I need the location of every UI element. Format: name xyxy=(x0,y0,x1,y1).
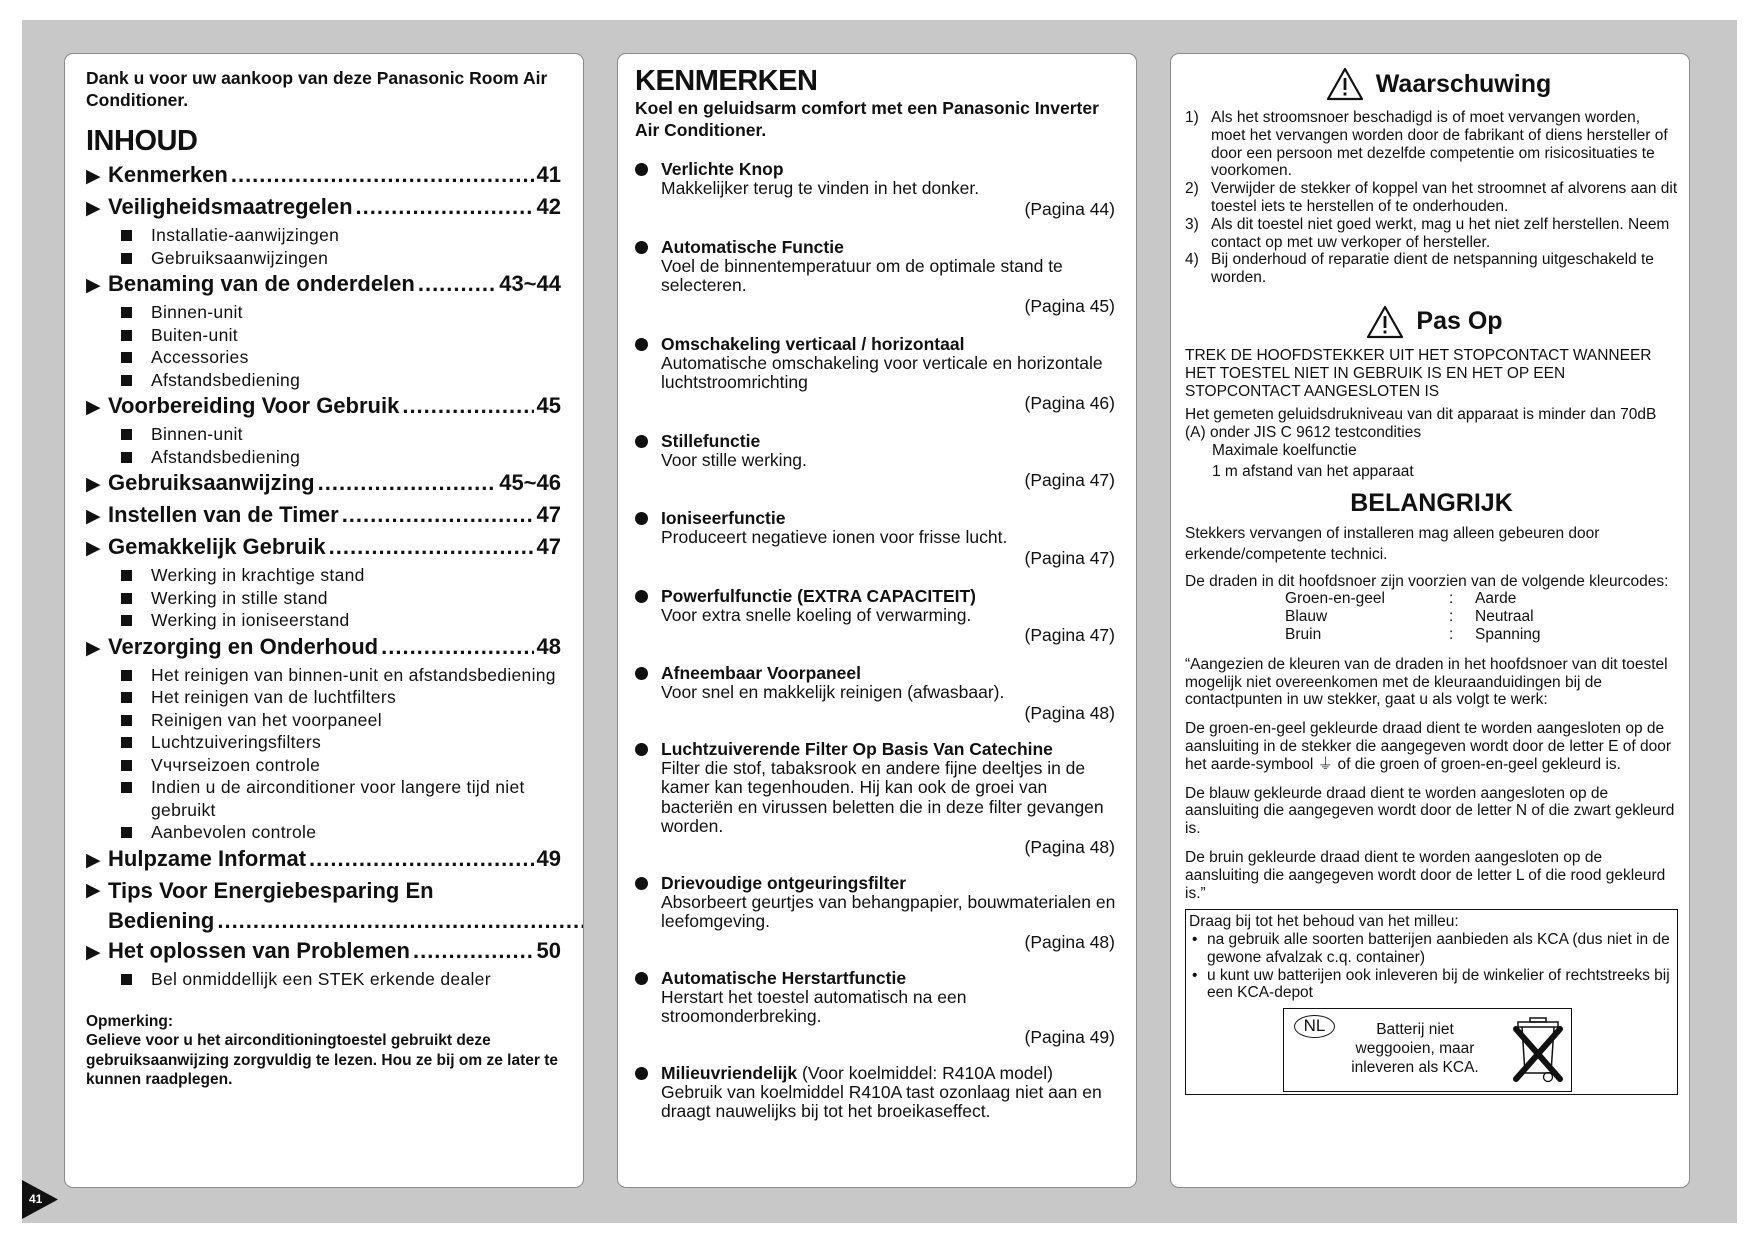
toc-entry-label: Tips Voor Energiebesparing En xyxy=(108,877,434,903)
warning-item xyxy=(1185,109,1678,180)
feature-page-ref: (Pagina 44) xyxy=(1024,198,1115,219)
toc-entry xyxy=(86,632,561,664)
square-bullet-icon xyxy=(120,776,140,796)
toc-entry xyxy=(86,532,561,564)
caution-header xyxy=(1185,305,1678,339)
toc-subentry-label: Het reinigen van de luchtfilters xyxy=(151,687,397,707)
feature-page-ref: (Pagina 48) xyxy=(1024,836,1115,857)
feature-item xyxy=(635,663,1118,723)
feature-page-ref: (Pagina 48) xyxy=(1024,702,1115,723)
feature-description: Automatische omschakeling voor verticale en horizontale luchtstroomrichting xyxy=(661,352,1103,392)
feature-description: Voor extra snelle koeling of verwarming. xyxy=(661,604,972,625)
toc-entry-page: 48 xyxy=(536,633,561,659)
wire-code-sep: : xyxy=(1449,625,1454,643)
square-bullet-icon xyxy=(120,968,140,988)
toc-subentry-label: Het reinigen van binnen-unit en afstandsbediening xyxy=(151,664,556,685)
green-wire-text: De groen-en-geel gekleurde draad dient te worden aangesloten op de aansluiting in de stekker die aangegeven wordt door de letter E of door het aarde-symbool ⏚ of die groen of groen-en-geel gekleurd is. xyxy=(1185,720,1671,773)
contents-panel xyxy=(64,53,584,1188)
battery-text: Batterij niet weggooien, maar inleveren als KCA. xyxy=(1351,1021,1479,1077)
feature-description: Herstart het toestel automatisch na een stroomonderbreking. xyxy=(661,986,967,1026)
wire-color-codes xyxy=(1285,590,1678,643)
page-number-marker xyxy=(22,1180,58,1219)
toc-subentry-label: Bel onmiddellijk een STEK erkende dealer xyxy=(151,968,491,989)
brown-wire-text: De bruin gekleurde draad dient te worden aangesloten op de aansluiting die aangegeven wordt door de letter L of die rood gekleurd is.” xyxy=(1185,848,1666,902)
toc-leader xyxy=(418,269,496,299)
wire-code-color: Blauw xyxy=(1285,608,1328,626)
toc-entry-page: 50 xyxy=(536,937,561,963)
toc-arrow-icon: ▶ xyxy=(86,397,101,418)
toc-arrow-icon: ▶ xyxy=(86,166,101,187)
important-text: Stekkers vervangen of installeren mag alleen gebeuren door erkende/competente technici. xyxy=(1185,524,1600,563)
nl-mark: NL xyxy=(1294,1015,1335,1038)
toc-entry-label: Benaming van de onderdelen xyxy=(108,271,415,296)
battery-notice xyxy=(1283,1008,1572,1092)
feature-item xyxy=(635,334,1118,413)
feature-item xyxy=(635,1063,1118,1122)
feature-heading: Powerfulfunctie (EXTRA CAPACITEIT) xyxy=(661,585,976,606)
square-bullet-icon xyxy=(120,346,140,366)
square-bullet-icon xyxy=(120,324,140,344)
feature-description: Absorbeert geurtjes van behangpapier, bouwmaterialen en leefomgeving. xyxy=(661,891,1116,931)
caution-title: Pas Op xyxy=(1416,307,1503,336)
toc-entry xyxy=(86,391,561,423)
toc-entry-label: Voorbereiding Voor Gebruik xyxy=(108,393,400,418)
toc-subentry xyxy=(86,686,561,709)
wire-code-sep: : xyxy=(1449,590,1454,608)
toc-subentry xyxy=(86,224,561,247)
toc-subentry xyxy=(86,709,561,732)
toc-arrow-icon: ▶ xyxy=(86,538,101,559)
feature-heading: Automatische Functie xyxy=(661,236,844,257)
feature-item xyxy=(635,739,1118,857)
toc-arrow-icon: ▶ xyxy=(86,879,101,901)
toc-entry-label: Gebruiksaanwijzing xyxy=(108,470,315,495)
toc-entry xyxy=(86,936,561,968)
toc-entry-page: 41 xyxy=(536,162,561,187)
toc-entry-label: Instellen van de Timer xyxy=(108,502,339,527)
warning-text: Als het stroomsnoer beschadigd is of moet vervangen worden, moet het vervangen worden door de fabrikant of diens hersteller of door een persoon met dezelfde competentie om risicosituaties te voorkomen. xyxy=(1211,109,1668,180)
toc-subentry-label: Werking in krachtige stand xyxy=(151,565,365,585)
warning-item xyxy=(1185,180,1678,216)
square-bullet-icon xyxy=(120,247,140,267)
bullet-icon xyxy=(635,159,661,179)
toc-arrow-icon: ▶ xyxy=(86,941,101,963)
feature-item xyxy=(635,873,1118,952)
toc-leader xyxy=(231,160,534,190)
toc-subentry xyxy=(86,609,561,632)
toc-subentry xyxy=(86,247,561,270)
square-bullet-icon xyxy=(120,446,140,466)
wire-code-meaning: Spanning xyxy=(1475,625,1541,643)
toc-arrow-icon: ▶ xyxy=(86,198,101,219)
crossed-bin-icon xyxy=(1512,1013,1564,1087)
feature-page-ref: (Pagina 45) xyxy=(1024,295,1115,316)
bullet-icon: • xyxy=(1192,966,1198,984)
square-bullet-icon xyxy=(120,686,140,706)
wire-code-color: Groen-en-geel xyxy=(1285,590,1385,608)
toc-entry-label-2: Bediening xyxy=(108,907,215,933)
warning-text: Als dit toestel niet goed werkt, mag u het niet zelf herstellen. Neem contact op met uw verkoper of hersteller. xyxy=(1211,215,1670,251)
bullet-icon xyxy=(635,1063,661,1083)
warning-list xyxy=(1185,109,1678,287)
features-panel xyxy=(617,53,1137,1188)
toc-subentry-label: Werking in stille stand xyxy=(151,587,328,608)
feature-item xyxy=(635,159,1118,219)
toc-leader xyxy=(381,632,533,662)
square-bullet-icon xyxy=(120,224,140,244)
toc-subentry-label: Aanbevolen controle xyxy=(151,822,317,842)
feature-heading: Luchtzuiverende Filter Op Basis Van Catechine xyxy=(661,738,1053,759)
feature-page-ref: (Pagina 47) xyxy=(1024,547,1115,568)
toc-entry-label: Het oplossen van Problemen xyxy=(108,937,410,963)
toc-subentry-label: Afstandsbediening xyxy=(151,446,301,467)
environment-bullet xyxy=(1189,967,1672,1003)
toc-subentry-label: Binnen-unit xyxy=(151,302,243,322)
table-of-contents xyxy=(86,160,561,990)
warning-item xyxy=(1185,216,1678,252)
noise-text: Het gemeten geluidsdrukniveau van dit apparaat is minder dan 70dB (A) onder JIS C 9612 testcondities xyxy=(1185,406,1657,442)
wire-code-sep: : xyxy=(1449,608,1454,626)
bullet-icon xyxy=(635,431,661,451)
note-text: Gelieve voor u het airconditioningtoestel gebruikt deze gebruiksaanwijzing zorgvuldig te lezen. Hou ze bij om ze later te kunnen raadplegen. xyxy=(86,1032,558,1088)
feature-heading: Omschakeling verticaal / horizontaal xyxy=(661,333,965,354)
note-title: Opmerking: xyxy=(86,1013,173,1030)
toc-leader xyxy=(402,391,533,421)
toc-subentry xyxy=(86,369,561,392)
toc-entry xyxy=(86,500,561,532)
square-bullet-icon xyxy=(120,369,140,389)
toc-subentry-label: Werking in ioniseerstand xyxy=(151,610,350,630)
toc-entry-label: Verzorging en Onderhoud xyxy=(108,633,379,659)
toc-entry-page: 49 xyxy=(536,845,561,871)
feature-item xyxy=(635,237,1118,316)
toc-arrow-icon: ▶ xyxy=(86,849,101,871)
noise-condition-2: 1 m afstand van het apparaat xyxy=(1212,462,1414,480)
feature-description: Makkelijker terug te vinden in het donker. xyxy=(661,178,980,198)
warning-number: 1) xyxy=(1185,109,1199,126)
warning-item xyxy=(1185,251,1678,287)
feature-item xyxy=(635,431,1118,491)
square-bullet-icon xyxy=(120,609,140,629)
toc-entry-page: 45 xyxy=(536,393,561,418)
intro-text: Dank u voor uw aankoop van deze Panasonic Room Air Conditioner. xyxy=(86,68,548,110)
toc-subentry xyxy=(86,587,561,610)
toc-arrow-icon: ▶ xyxy=(86,474,101,495)
toc-subentry-label: Indien u de airconditioner voor langere tijd niet gebruikt xyxy=(151,777,525,820)
toc-subentry-label: Vччrseizoen controle xyxy=(151,754,321,775)
toc-entry-page: 47 xyxy=(536,534,561,559)
feature-description: Voor stille werking. xyxy=(661,449,807,470)
square-bullet-icon xyxy=(120,821,140,841)
caution-triangle-icon xyxy=(1366,305,1404,339)
environment-bullets xyxy=(1189,931,1672,1002)
bullet-icon xyxy=(635,508,661,528)
bullet-icon xyxy=(635,968,661,988)
toc-subentry-label: Buiten-unit xyxy=(151,324,238,345)
toc-subentry xyxy=(86,446,561,469)
contents-title: INHOUD xyxy=(86,125,198,157)
features-subtitle: Koel en geluidsarm comfort met een Panasonic Inverter Air Conditioner. xyxy=(635,98,1099,140)
toc-subentry-label: Reinigen van het voorpaneel xyxy=(151,709,382,730)
feature-heading: Verlichte Knop xyxy=(661,159,784,179)
toc-entry xyxy=(86,844,561,876)
square-bullet-icon xyxy=(120,664,140,684)
toc-entry-label: Kenmerken xyxy=(108,162,228,187)
square-bullet-icon xyxy=(120,587,140,607)
warning-number: 4) xyxy=(1185,251,1199,269)
toc-leader xyxy=(342,500,534,530)
bullet-icon xyxy=(635,586,661,606)
bullet-icon xyxy=(635,334,661,354)
toc-entry xyxy=(86,468,561,500)
environment-bullet-text: u kunt uw batterijen ook inleveren bij de winkelier of rechtstreeks bij een KCA-depot xyxy=(1207,966,1670,1002)
square-bullet-icon xyxy=(120,564,140,584)
caution-text: TREK DE HOOFDSTEKKER UIT HET STOPCONTACT WANNEER HET TOESTEL NIET IN GEBRUIK IS EN HET OP EEN STOPCONTACT AANGESLOTEN IS xyxy=(1185,346,1652,400)
warning-header xyxy=(1185,67,1678,101)
toc-subentry xyxy=(86,564,561,587)
toc-entry-page: 42 xyxy=(536,194,561,219)
important-title: BELANGRIJK xyxy=(1350,488,1513,517)
toc-subentry-label: Afstandsbediening xyxy=(151,369,301,390)
bullet-icon: • xyxy=(1192,931,1198,949)
warning-number: 2) xyxy=(1185,180,1199,198)
bullet-icon xyxy=(635,237,661,257)
noise-condition-1: Maximale koelfunctie xyxy=(1212,441,1357,459)
warning-text: Verwijder de stekker of koppel van het stroomnet af alvorens aan dit toestel iets te herstellen of te onderhouden. xyxy=(1211,180,1678,215)
environment-bullet xyxy=(1189,931,1672,967)
square-bullet-icon xyxy=(120,423,140,443)
feature-page-ref: (Pagina 47) xyxy=(1024,470,1115,490)
feature-description: Produceert negatieve ionen voor frisse lucht. xyxy=(661,527,1008,547)
square-bullet-icon xyxy=(120,301,140,321)
toc-subentry xyxy=(86,821,561,844)
toc-arrow-icon: ▶ xyxy=(86,506,101,527)
wires-quote: “Aangezien de kleuren van de draden in het hoofdsnoer van dit toestel mogelijk niet overeenkomen met de kleuraanduidingen bij de contactpunten in uw stekker, gaat u als volgt te werk: xyxy=(1185,655,1668,709)
toc-subentry xyxy=(86,968,561,991)
warning-text: Bij onderhoud of reparatie dient de netspanning uitgeschakeld te worden. xyxy=(1211,251,1654,287)
toc-subentry-label: Installatie-aanwijzingen xyxy=(151,225,340,245)
toc-subentry xyxy=(86,754,561,777)
feature-page-ref: (Pagina 46) xyxy=(1024,392,1115,413)
toc-subentry-label: Binnen-unit xyxy=(151,424,243,444)
feature-heading: Automatische Herstartfunctie xyxy=(661,967,907,988)
feature-item xyxy=(635,508,1118,568)
square-bullet-icon xyxy=(120,754,140,774)
toc-subentry xyxy=(86,776,561,821)
toc-entry-label: Veiligheidsmaatregelen xyxy=(108,194,353,219)
feature-heading-note: (Voor koelmiddel: R410A model) xyxy=(797,1062,1053,1083)
toc-leader xyxy=(309,844,533,874)
toc-subentry xyxy=(86,664,561,687)
feature-heading: Stillefunctie xyxy=(661,430,761,451)
feature-heading: Ioniseerfunctie xyxy=(661,508,786,528)
toc-leader xyxy=(329,532,534,562)
square-bullet-icon xyxy=(120,709,140,729)
safety-panel xyxy=(1170,53,1690,1188)
feature-description: Voel de binnentemperatuur om de optimale stand te selecteren. xyxy=(661,255,1063,295)
feature-heading: Drievoudige ontgeuringsfilter xyxy=(661,872,907,893)
toc-leader xyxy=(318,468,497,498)
toc-entry-page: 45~46 xyxy=(499,470,561,495)
bullet-icon xyxy=(635,663,661,683)
toc-subentry-label: Gebruiksaanwijzingen xyxy=(151,247,329,268)
toc-subentry xyxy=(86,301,561,324)
toc-entry-page: 47 xyxy=(536,502,561,527)
wires-intro: De draden in dit hoofdsnoer zijn voorzien van de volgende kleurcodes: xyxy=(1185,572,1669,590)
feature-description: Gebruik van koelmiddel R410A tast ozonlaag niet aan en draagt nauwelijks bij tot het broeikaseffect. xyxy=(661,1081,1102,1121)
environment-box xyxy=(1185,909,1678,1095)
toc-leader xyxy=(217,906,584,936)
environment-title: Draag bij tot het behoud van het milleu: xyxy=(1189,913,1459,931)
features-title: KENMERKEN xyxy=(635,65,818,97)
toc-entry xyxy=(86,192,561,224)
toc-subentry xyxy=(86,324,561,347)
feature-page-ref: (Pagina 47) xyxy=(1024,625,1115,645)
toc-subentry-label: Luchtzuiveringsfilters xyxy=(151,732,322,752)
square-bullet-icon xyxy=(120,731,140,751)
warning-number: 3) xyxy=(1185,215,1199,233)
warning-triangle-icon xyxy=(1326,67,1364,101)
feature-item xyxy=(635,968,1118,1047)
toc-arrow-icon: ▶ xyxy=(86,275,101,296)
feature-heading: Milieuvriendelijk xyxy=(661,1062,798,1083)
toc-subentry xyxy=(86,346,561,369)
toc-entry-label: Hulpzame Informat xyxy=(108,845,307,871)
features-list xyxy=(635,159,1118,1122)
wire-code-color: Bruin xyxy=(1285,625,1322,643)
toc-subentry-label: Accessories xyxy=(151,347,249,367)
toc-leader xyxy=(356,192,534,222)
feature-description: Voor snel en makkelijk reinigen (afwasbaar). xyxy=(661,682,1005,702)
feature-page-ref: (Pagina 49) xyxy=(1024,1026,1115,1047)
blue-wire-text: De blauw gekleurde draad dient te worden aangesloten op de aansluiting die aangegeven wordt door de letter N of die zwart gekleurd is. xyxy=(1185,784,1675,838)
wire-code-meaning: Aarde xyxy=(1475,590,1517,608)
toc-entry xyxy=(86,876,561,936)
toc-entry-label: Gemakkelijk Gebruik xyxy=(108,534,326,559)
toc-arrow-icon: ▶ xyxy=(86,637,101,659)
toc-entry-page: 43~44 xyxy=(499,271,561,296)
toc-subentry xyxy=(86,423,561,446)
feature-page-ref: (Pagina 48) xyxy=(1024,931,1115,952)
warning-title: Waarschuwing xyxy=(1375,69,1552,98)
toc-entry xyxy=(86,160,561,192)
page-number: 41 xyxy=(29,1192,43,1206)
feature-item xyxy=(635,586,1118,646)
toc-subentry xyxy=(86,731,561,754)
bullet-icon xyxy=(635,873,661,893)
feature-description: Filter die stof, tabaksrook en andere fijne deeltjes in de kamer kan tegenhouden. Hij kan ook de groei van bacteriën en virussen beletten die in deze filter gevangen worden. xyxy=(661,757,1104,836)
feature-heading: Afneembaar Voorpaneel xyxy=(661,663,862,683)
bullet-icon xyxy=(635,739,661,759)
environment-bullet-text: na gebruik alle soorten batterijen aanbieden als KCA (dus niet in de gewone afvalzak c.q. container) xyxy=(1207,931,1670,966)
wire-code-meaning: Neutraal xyxy=(1475,608,1534,626)
toc-leader xyxy=(413,936,534,966)
toc-entry xyxy=(86,269,561,301)
